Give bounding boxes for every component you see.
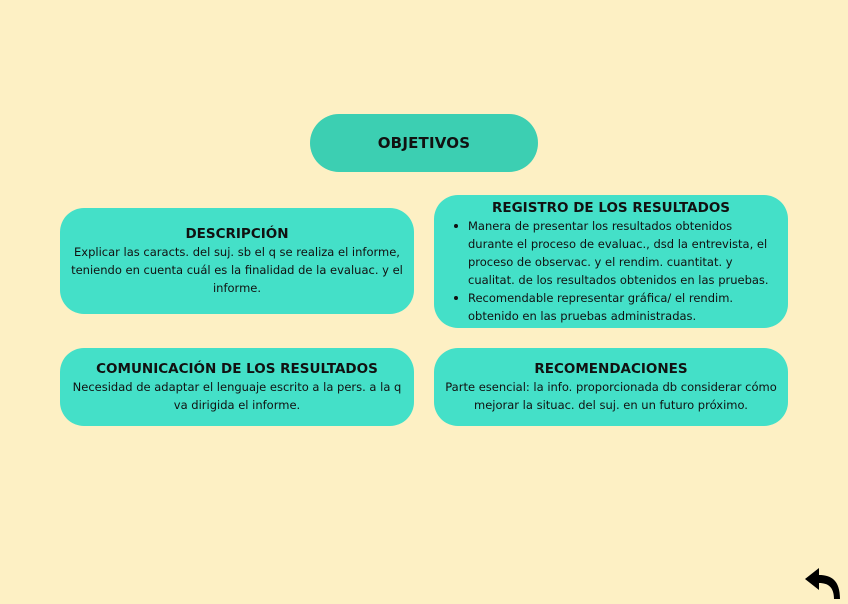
back-button[interactable] <box>802 566 844 600</box>
card-registro <box>434 195 788 328</box>
card-comunicacion-body: Necesidad de adaptar el lenguaje escrito a la pers. a la q va dirigida el informe. <box>72 380 402 412</box>
objetivos-title-text: OBJETIVOS <box>377 134 471 152</box>
card-registro-bullet: Recomendable representar gráfica/ el rendim. obtenido en las pruebas administradas. <box>456 289 778 325</box>
card-registro-bullet: Manera de presentar los resultados obtenidos durante el proceso de evaluac., dsd la entrevista, el proceso de observac. y el rendim. cuantitat. y cualitat. de los resultados obtenidos en las pruebas. <box>456 217 778 289</box>
card-descripcion-body: Explicar las caracts. del suj. sb el q se realiza el informe, teniendo en cuenta cuál es la finalidad de la evaluac. y el informe. <box>71 245 403 295</box>
card-registro-list <box>444 217 778 325</box>
card-descripcion <box>60 208 414 314</box>
return-arrow-icon <box>802 566 844 600</box>
card-recomendaciones <box>434 348 788 426</box>
card-recomendaciones-body: Parte esencial: la info. proporcionada db considerar cómo mejorar la situac. del suj. en un futuro próximo. <box>445 380 777 412</box>
card-descripcion-title: DESCRIPCIÓN <box>185 226 289 242</box>
card-comunicacion <box>60 348 414 426</box>
card-comunicacion-title: COMUNICACIÓN DE LOS RESULTADOS <box>96 361 378 377</box>
card-registro-title: REGISTRO DE LOS RESULTADOS <box>491 200 731 216</box>
objetivos-title <box>310 114 538 172</box>
card-recomendaciones-title: RECOMENDACIONES <box>534 361 688 377</box>
